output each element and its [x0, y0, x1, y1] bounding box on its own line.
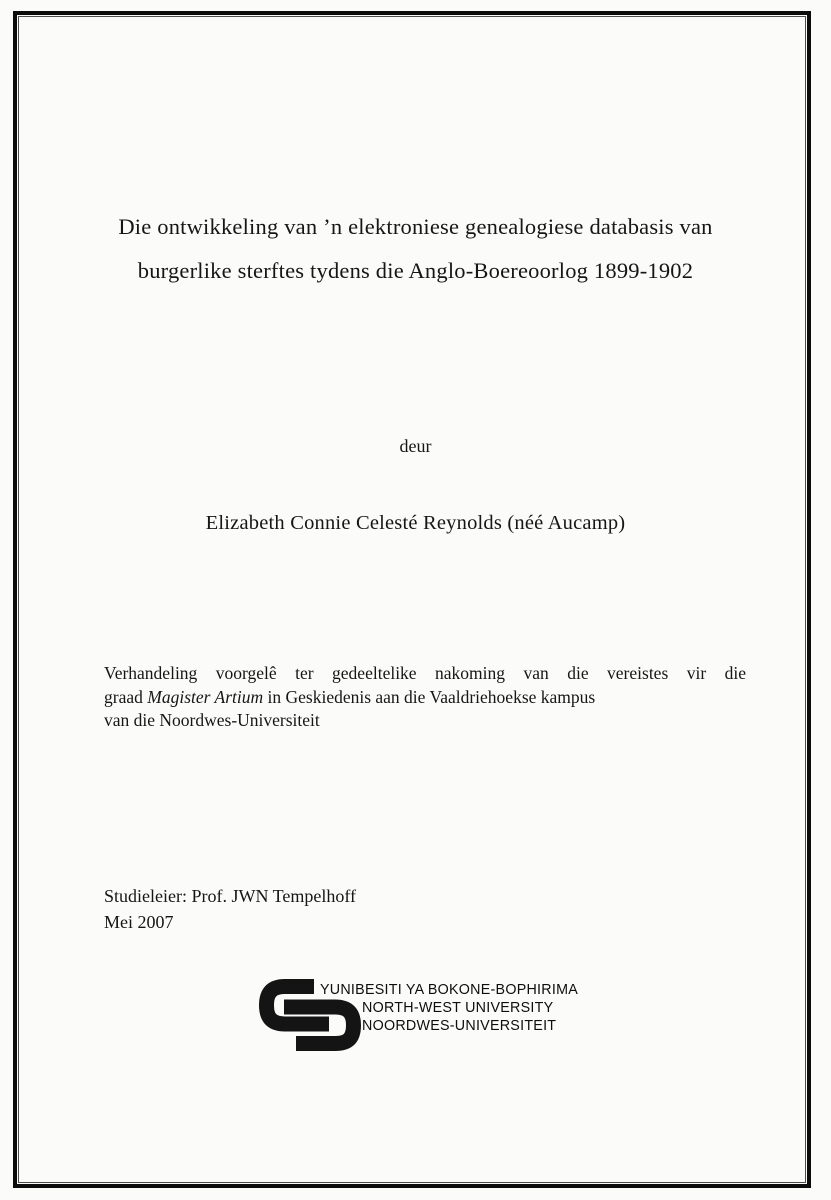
submission-line-1: Verhandeling voorgelê ter gedeeltelike nakoming van die vereistes vir die	[104, 663, 746, 683]
submission-line-2-prefix: graad	[104, 686, 148, 707]
thesis-title-line-2: burgerlike sterftes tydens die Anglo-Boereoorlog 1899-1902	[137, 258, 694, 283]
submission-line-2-suffix: in Geskiedenis aan die Vaaldriehoekse kampus	[263, 686, 596, 707]
supervisor-line: Studieleier: Prof. JWN Tempelhoff	[104, 886, 357, 906]
supervisor-block	[104, 884, 356, 935]
submission-line-3: van die Noordwes-Universiteit	[104, 710, 320, 730]
date-line: Mei 2007	[104, 911, 174, 932]
submission-statement	[104, 662, 746, 733]
university-name-afrikaans: NOORDWES-UNIVERSITEIT	[362, 1017, 557, 1034]
submission-line-2	[104, 686, 746, 710]
byline-preposition: deur	[399, 436, 432, 456]
author-name: Elizabeth Connie Celesté Reynolds (néé Aucamp)	[205, 512, 626, 534]
university-name-english: NORTH-WEST UNIVERSITY	[362, 999, 554, 1016]
nwu-logo	[258, 977, 588, 1057]
degree-name: Magister Artium	[147, 686, 264, 707]
thesis-title-line-1: Die ontwikkeling van ’n elektroniese genealogiese databasis van	[118, 214, 713, 239]
thesis-title	[50, 205, 781, 293]
university-name-setswana: YUNIBESITI YA BOKONE-BOPHIRIMA	[320, 982, 579, 998]
university-names	[320, 982, 578, 1036]
